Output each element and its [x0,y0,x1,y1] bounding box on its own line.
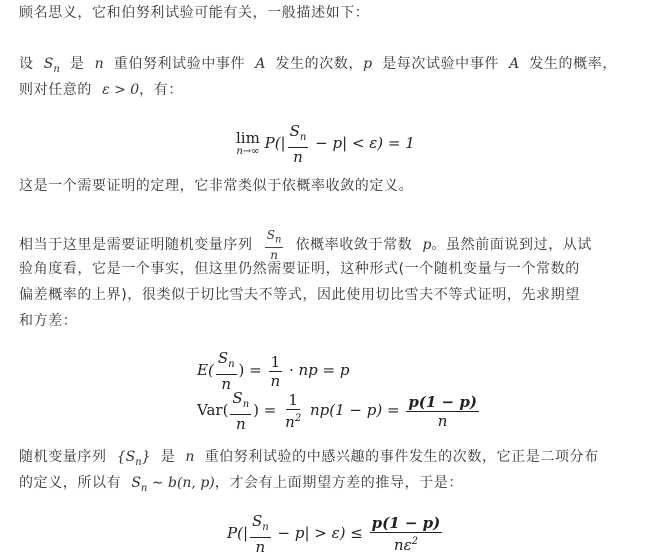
expectation-formula: E( $\frac{S_n}{n}$ ) = $\frac{1}{n}$ · np = p [197,349,350,393]
intro-paragraph: 顾名思义，它和伯努利试验可能有关，一般描述如下： [19,5,370,21]
variance-formula: Var( $\frac{S_n}{n}$ ) = $\frac{1}{n^2}$ np(1 − p) = $\frac{p(1 - p)}{n}$ [197,389,477,433]
binomial-paragraph-line2: 的定义，所以有 $S_n$ ∼ b(n, p)，才会有上面期望方差的推导，于是： [19,475,463,494]
sn-over-n-fraction: $\frac{S_n}{n}$ [289,122,307,166]
proof-intro-line3: 偏差概率的上界)，很类似于切比雪夫不等式，因此使用切比雪夫不等式证明，先求期望 [19,287,580,303]
proof-intro-line4: 和方差： [19,313,78,329]
weak-law-formula: lim n→∞ P(| $\frac{S_n}{n}$ − p| < ε) = 1 [236,122,415,166]
theorem-remark-paragraph: 这是一个需要证明的定理，它非常类似于依概率收敛的定义。 [19,178,414,194]
chebyshev-bound-formula: P(| $\frac{S_n}{n}$ − p| > ε) ≤ $\frac{p(1 - p)}{n\varepsilon^2}$ [227,512,441,556]
proof-intro-line1: 相当于这里是需要证明随机变量序列 $\frac{S_n}{n}$ 依概率收敛于常数 p。虽然前面说到过，从试 [19,228,593,263]
limit-operator: lim n→∞ [236,129,260,157]
definition-paragraph-line2: 则对任意的 ε > 0，有： [19,82,183,98]
binomial-paragraph-line1: 随机变量序列 $\{S_n\}$ 是 n 重伯努利试验的中感兴趣的事件发生的次数，它正是二项分布 [19,449,599,468]
definition-paragraph-line1: 设 $S_n$ 是 n 重伯努利试验中事件 A 发生的次数，p 是每次试验中事件 A 发生的概率， [19,56,617,75]
inline-fraction: $\frac{S_n}{n}$ [266,228,282,263]
proof-intro-line2: 验角度看，它是一个事实，但这里仍然需要证明，这种形式(一个随机变量与一个常数的 [19,261,580,277]
sn-symbol: $S_n$ [43,56,60,75]
